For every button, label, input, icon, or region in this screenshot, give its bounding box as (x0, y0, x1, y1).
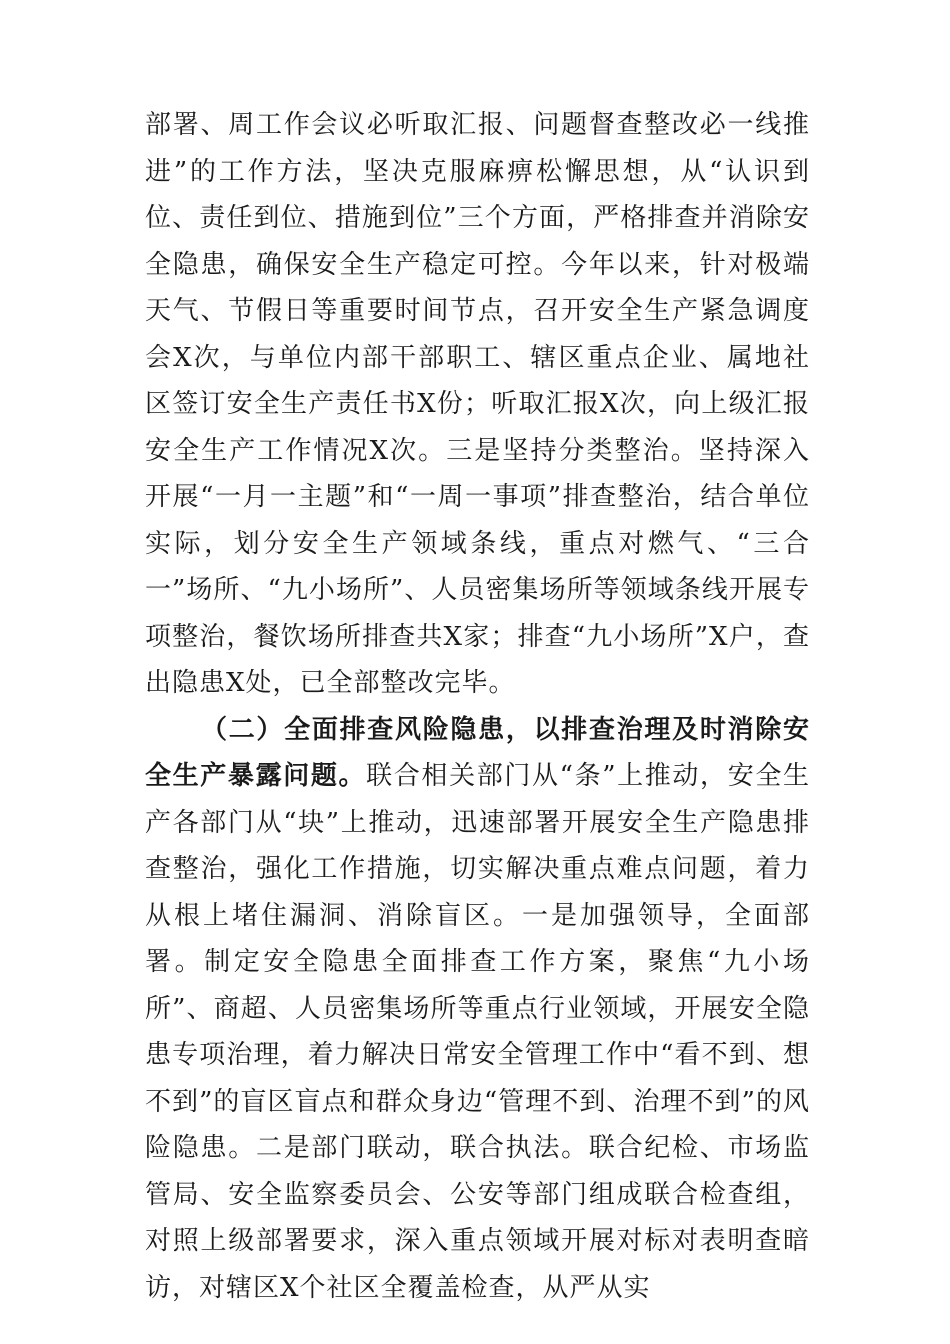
paragraph-2-body: 联合相关部门从“条”上推动，安全生产各部门从“块”上推动，迅速部署开展安全生产隐患排查整治，强化工作措施，切实解决重点难点问题，着力从根上堵住漏洞、消除盲区。一是加强领导，全面部署。制定安全隐患全面排查工作方案，聚焦“九小场所”、商超、人员密集场所等重点行业领域，开展安全隐患专项治理，着力解决日常安全管理工作中“看不到、想不到”的盲区盲点和群众身边“管理不到、治理不到”的风险隐患。二是部门联动，联合执法。联合纪检、市场监管局、安全监察委员会、公安等部门组成联合检查组，对照上级部署要求，深入重点领域开展对标对表明查暗访，对辖区X个社区全覆盖检查，从严从实 (145, 761, 810, 1303)
section-heading: （二）全面排查风险隐患，以排查治理及时消除安全生产暴露问题。 (145, 714, 810, 791)
paragraph-1: 部署、周工作会议必听取汇报、问题督查整改必一线推进”的工作方法，坚决克服麻痹松懈思想，从“认识到位、责任到位、措施到位”三个方面，严格排查并消除安全隐患，确保安全生产稳定可控。今年以来，针对极端天气、节假日等重要时间节点，召开安全生产紧急调度会X次，与单位内部干部职工、辖区重点企业、属地社区签订安全生产责任书X份；听取汇报X次，向上级汇报安全生产工作情况X次。三是坚持分类整治。坚持深入开展“一月一主题”和“一周一事项”排查整治，结合单位实际，划分安全生产领域条线，重点对燃气、“三合一”场所、“九小场所”、人员密集场所等领域条线开展专项整治，餐饮场所排查共X家；排查“九小场所”X户，查出隐患X处，已全部整改完毕。 (145, 110, 810, 698)
paragraph-2 (145, 707, 810, 1312)
document-body (145, 102, 810, 1311)
